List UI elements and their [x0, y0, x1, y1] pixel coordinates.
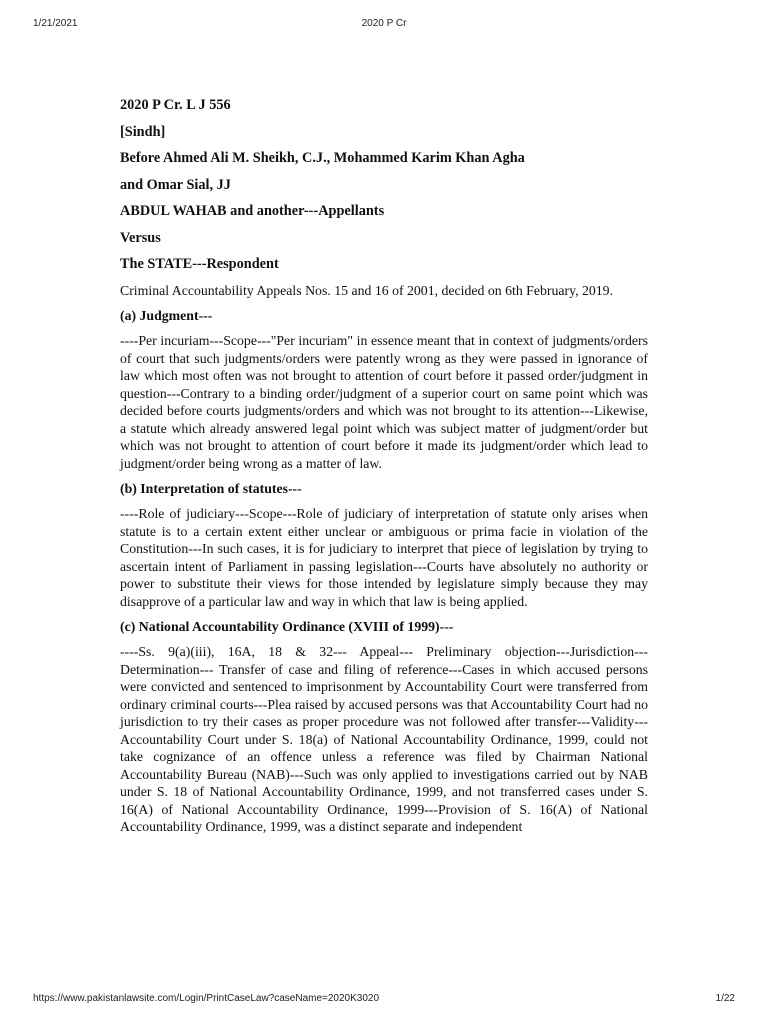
section-text-nao: ----Ss. 9(a)(iii), 16A, 18 & 32--- Appeal--- Preliminary objection---Jurisdiction---Determination--- Transfer of case and filing of reference---Cases in which accused persons were convicted and sentenced to imprisonment by Accountability Court were transferred from ordinary criminal courts---Plea raised by accused persons was that Accountability Court had no jurisdiction to try their cases as proper procedure was not followed after transfer---Validity---Accountability Court under S. 18(a) of National Accountability Ordinance, 1999, could not take cognizance of an offence unless a reference was filed by Chairman National Accountability Bureau (NAB)---Such was only applied to investigations carried out by NAB under S. 18 of National Accountability Ordinance, 1999, and not transferred cases under S. 16(A) of National Accountability Ordinance, 1999---Provision of S. 16(A) of National Accountability Ordinance, 1999, was a distinct separate and independent — [120, 644, 648, 834]
page-number: 1/22 — [715, 993, 735, 1004]
print-date: 1/21/2021 — [33, 18, 78, 29]
bench-line-1: Before Ahmed Ali M. Sheikh, C.J., Mohammed Karim Khan Agha — [120, 150, 525, 166]
section-text-judgment: ----Per incuriam---Scope---"Per incuriam" in essence meant that in context of judgments/orders of court that such judgments/orders were patently wrong as they were passed in ignorance of law which most often was not brought to attention of court before it passed order/judgment in question---Contrary to a binding order/judgment of a superior court on same point which was decided before courts judgments/orders and which was not brought to its attention---Likewise, a statute which already answered legal point which was subject matter of judgment/order but which was not brought to attention of court before it made its judgment/order which lead to judgment/order being wrong as a matter of law. — [120, 333, 648, 471]
section-heading-judgment: (a) Judgment--- — [120, 308, 213, 323]
appellants: ABDUL WAHAB and another---Appellants — [120, 203, 385, 219]
versus: Versus — [120, 229, 161, 246]
page-url: https://www.pakistanlawsite.com/Login/PrintCaseLaw?caseName=2020K3020 — [33, 993, 380, 1004]
court-name: [Sindh] — [120, 123, 166, 140]
case-citation: 2020 P Cr. L J 556 — [120, 97, 231, 113]
print-title: 2020 P Cr — [361, 18, 407, 29]
bench-line-2: and Omar Sial, JJ — [120, 176, 231, 193]
respondent: The STATE---Respondent — [120, 256, 279, 272]
section-heading-nao: (c) National Accountability Ordinance (XVIII of 1999)--- — [120, 619, 454, 634]
section-heading-interpretation: (b) Interpretation of statutes--- — [120, 481, 302, 496]
appeal-info: Criminal Accountability Appeals Nos. 15 and 16 of 2001, decided on 6th February, 2019. — [120, 282, 614, 298]
section-text-interpretation: ----Role of judiciary---Scope---Role of judiciary of interpretation of statute only arises when statute is to a certain extent either unclear or ambiguous or prima facie in violation of the Constitution---In such cases, it is for judiciary to interpret that piece of legislation by trying to ascertain intent of Parliament in passing legislation---Courts have absolutely no authority or power to substitute their views for those intended by legislature simply because they may disapprove of a particular law and way in which that law is being applied. — [120, 506, 648, 609]
case-document — [120, 96, 648, 844]
